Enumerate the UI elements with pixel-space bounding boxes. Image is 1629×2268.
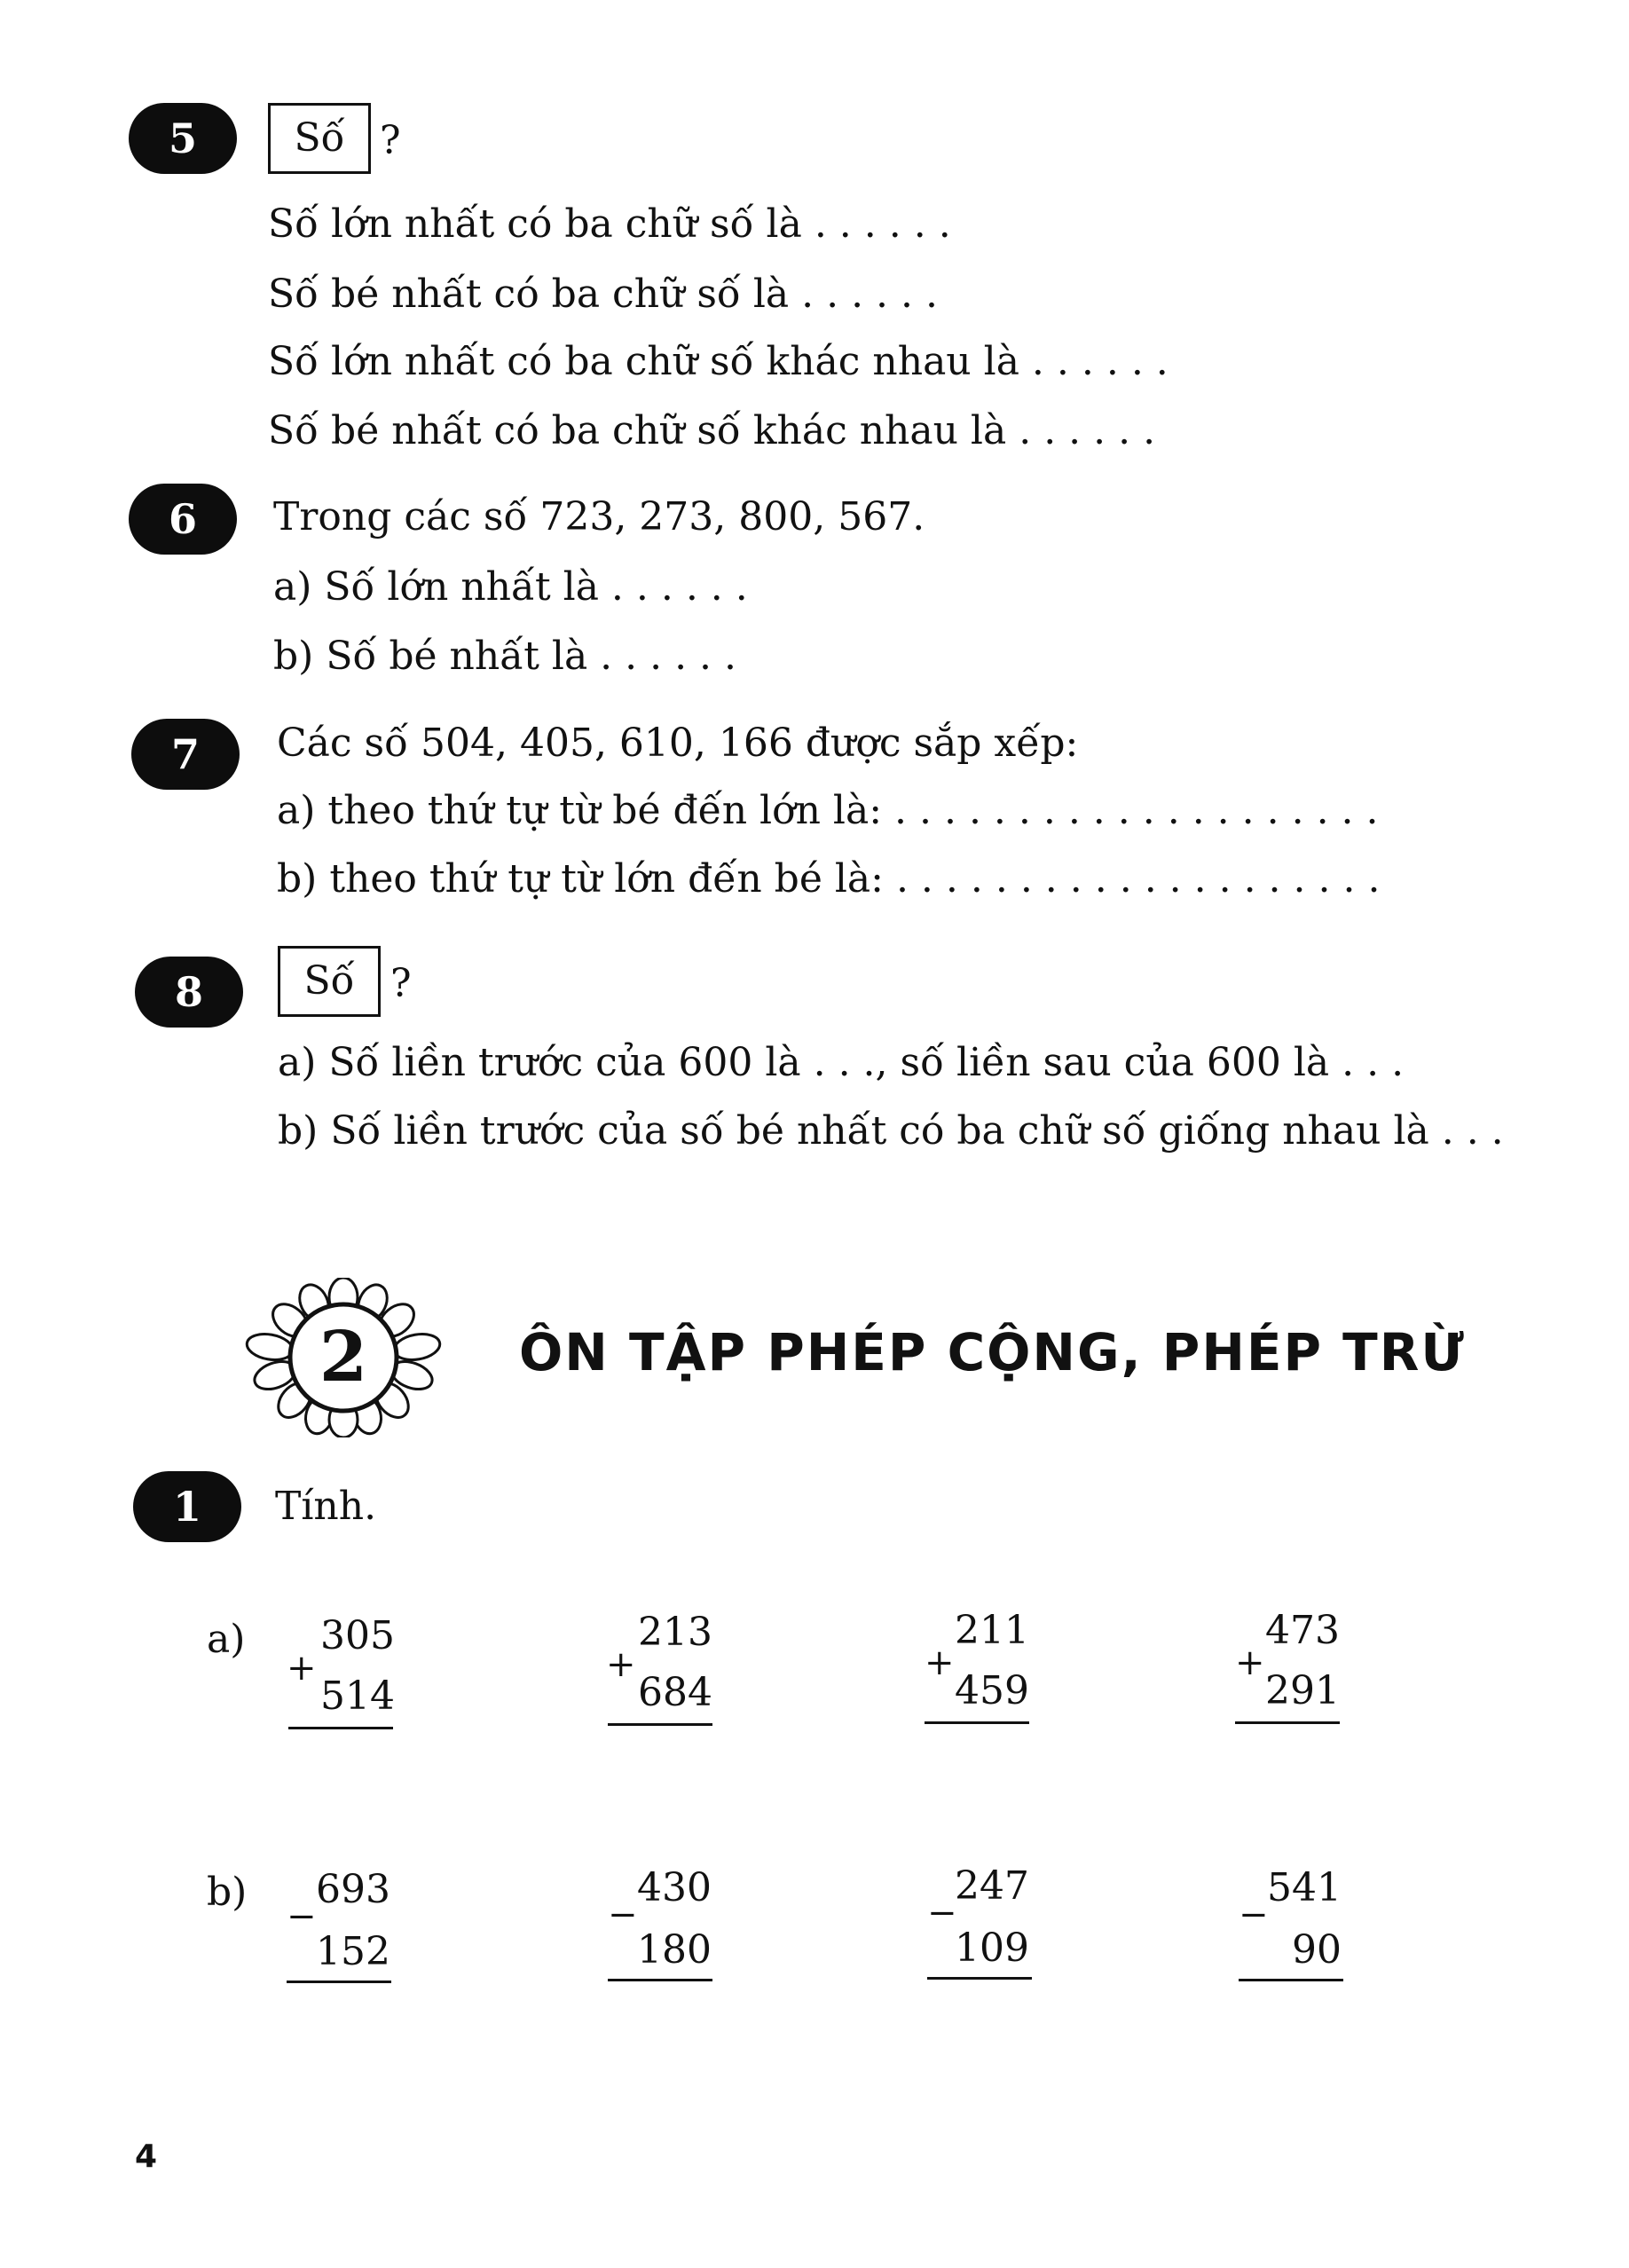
- operand-bottom: 109: [955, 1925, 1029, 1971]
- ex7-line-3: b) theo thứ tự từ lớn đến bé là: . . . . . . . . . . . . . . . . . . . .: [277, 856, 1381, 902]
- operand-top: 430: [637, 1865, 712, 1910]
- ex8-line-1: a) Số liền trước của 600 là . . ., số liền sau của 600 là . . .: [278, 1040, 1405, 1085]
- result-line: [1239, 1979, 1343, 1981]
- result-line: [608, 1723, 712, 1726]
- question-mark: ?: [380, 118, 401, 163]
- exercise-6-badge: 6: [129, 484, 237, 555]
- operand-top: 473: [1265, 1608, 1340, 1653]
- operand-bottom: 152: [316, 1929, 390, 1974]
- ex1-instruction: Tính.: [275, 1484, 377, 1529]
- ex5-line-2: Số bé nhất có ba chữ số là . . . . . .: [268, 272, 938, 317]
- result-line: [608, 1979, 712, 1981]
- operand-bottom: 514: [320, 1673, 395, 1719]
- operand-top: 541: [1267, 1865, 1342, 1910]
- section-number: 2: [319, 1317, 368, 1398]
- operand-bottom: 90: [1292, 1927, 1342, 1973]
- operand-top: 213: [638, 1610, 712, 1655]
- ex7-line-1: Các số 504, 405, 610, 166 được sắp xếp:: [277, 721, 1079, 766]
- minus-sign: −: [927, 1893, 957, 1933]
- exercise-7-badge: 7: [131, 719, 240, 790]
- plus-sign: +: [925, 1642, 955, 1683]
- so-box: Số: [278, 946, 381, 1017]
- section-title: ÔN TẬP PHÉP CỘNG, PHÉP TRỪ: [519, 1322, 1466, 1382]
- ex6-line-1: Trong các số 723, 273, 800, 567.: [273, 494, 925, 539]
- result-line: [288, 1727, 393, 1729]
- minus-sign: −: [287, 1896, 317, 1937]
- result-line: [925, 1721, 1029, 1724]
- operand-bottom: 291: [1265, 1668, 1340, 1713]
- operand-top: 247: [955, 1863, 1029, 1909]
- plus-sign: +: [606, 1644, 636, 1685]
- operand-top: 305: [320, 1613, 395, 1658]
- question-mark: ?: [390, 961, 412, 1006]
- so-box: Số: [268, 103, 371, 174]
- ex7-line-2: a) theo thứ tự từ bé đến lớn là: . . . . . . . . . . . . . . . . . . . .: [277, 788, 1379, 833]
- operand-top: 693: [316, 1867, 390, 1912]
- plus-sign: +: [1235, 1642, 1265, 1683]
- minus-sign: −: [608, 1894, 638, 1935]
- ex5-line-1: Số lớn nhất có ba chữ số là . . . . . .: [268, 201, 951, 247]
- result-line: [287, 1981, 391, 1983]
- page-number: 4: [135, 2138, 158, 2175]
- row-a-label: a): [207, 1617, 246, 1662]
- exercise-5-badge: 5: [129, 103, 237, 174]
- ex6-line-3: b) Số bé nhất là . . . . . .: [273, 634, 737, 679]
- operand-bottom: 684: [638, 1670, 712, 1715]
- operand-bottom: 459: [955, 1668, 1029, 1713]
- minus-sign: −: [1239, 1894, 1269, 1935]
- row-b-label: b): [207, 1870, 248, 1915]
- exercise-1-badge: 1: [133, 1471, 241, 1542]
- ex8-line-2: b) Số liền trước của số bé nhất có ba chữ số giống nhau là . . .: [278, 1108, 1504, 1154]
- plus-sign: +: [287, 1648, 317, 1689]
- result-line: [927, 1977, 1032, 1980]
- operand-top: 211: [955, 1608, 1029, 1653]
- section-flower-emblem: [241, 1278, 445, 1437]
- ex6-line-2: a) Số lớn nhất là . . . . . .: [273, 564, 748, 610]
- ex5-line-3: Số lớn nhất có ba chữ số khác nhau là . . . . . .: [268, 339, 1169, 384]
- exercise-8-badge: 8: [135, 957, 243, 1028]
- ex5-line-4: Số bé nhất có ba chữ số khác nhau là . . . . . .: [268, 408, 1156, 453]
- operand-bottom: 180: [637, 1927, 712, 1973]
- result-line: [1235, 1721, 1340, 1724]
